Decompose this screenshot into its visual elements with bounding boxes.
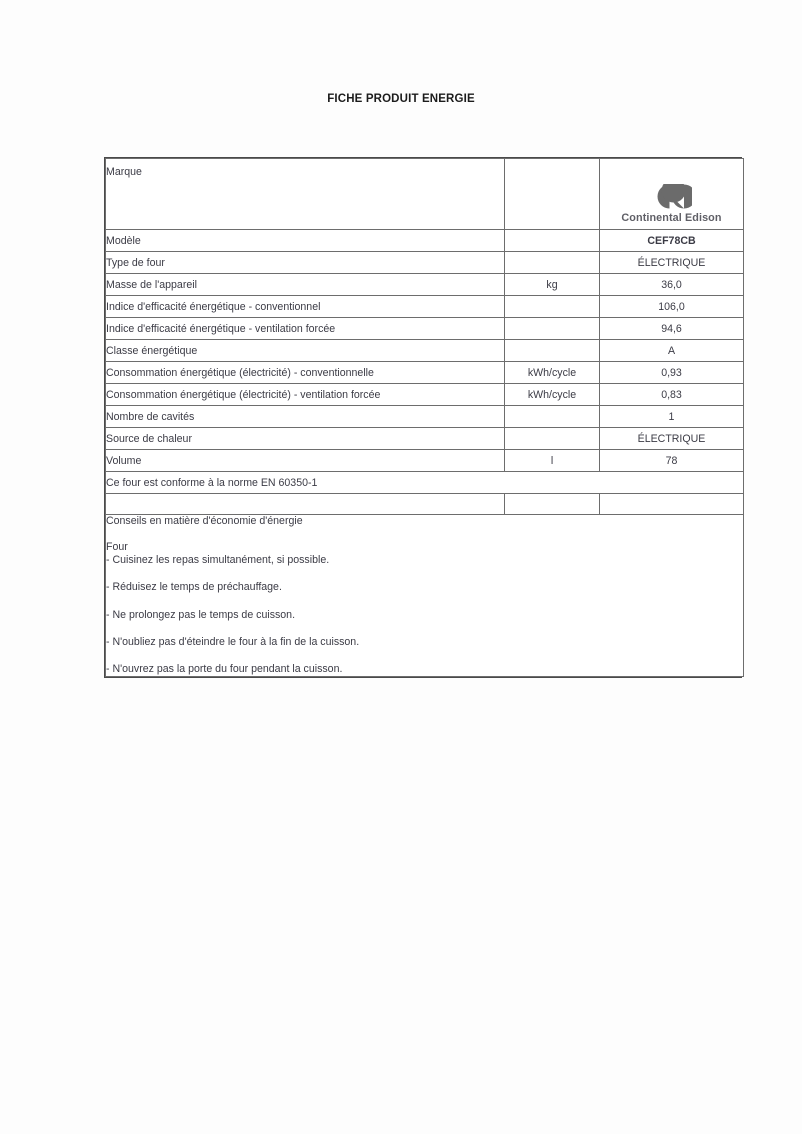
energy-product-sheet-table xyxy=(104,157,742,678)
spec-label: Indice d'efficacité énergétique - conventionnel xyxy=(106,296,505,318)
spec-unit xyxy=(505,318,600,340)
tip-item: - Réduisez le temps de préchauffage. xyxy=(106,581,282,594)
spec-label: Indice d'efficacité énergétique - ventilation forcée xyxy=(106,318,505,340)
table-row xyxy=(106,450,744,472)
table-row xyxy=(106,230,744,252)
spec-label: Type de four xyxy=(106,252,505,274)
spec-value: A xyxy=(600,340,744,362)
spec-label: Consommation énergétique (électricité) - conventionnelle xyxy=(106,362,505,384)
spec-label: Masse de l'appareil xyxy=(106,274,505,296)
table-row-brand xyxy=(106,159,744,230)
tip-item: - N'oubliez pas d'éteindre le four à la fin de la cuisson. xyxy=(106,635,360,648)
table-row xyxy=(106,318,744,340)
table-row xyxy=(106,296,744,318)
continental-edison-logo-icon xyxy=(652,184,692,209)
tips-heading: Conseils en matière d'économie d'énergie xyxy=(106,515,303,527)
spec-label: Nombre de cavités xyxy=(106,406,505,428)
spec-unit: kg xyxy=(505,274,600,296)
spec-value: CEF78CB xyxy=(600,230,744,252)
table-row xyxy=(106,252,744,274)
spec-table-body xyxy=(106,159,744,677)
energy-saving-tips-cell xyxy=(106,515,744,677)
spec-unit: l xyxy=(505,450,600,472)
spec-unit: kWh/cycle xyxy=(505,384,600,406)
spec-unit xyxy=(505,252,600,274)
brand-unit-cell xyxy=(505,159,600,230)
table-row xyxy=(106,428,744,450)
table-row xyxy=(106,406,744,428)
brand-label: Marque xyxy=(106,159,505,230)
table-row xyxy=(106,274,744,296)
spec-unit: kWh/cycle xyxy=(505,362,600,384)
spec-value: 0,93 xyxy=(600,362,744,384)
spec-label: Classe énergétique xyxy=(106,340,505,362)
brand-logo-cell xyxy=(600,159,744,230)
spec-unit xyxy=(505,340,600,362)
spec-unit xyxy=(505,428,600,450)
spec-value: 1 xyxy=(600,406,744,428)
spec-value: ÉLECTRIQUE xyxy=(600,252,744,274)
spec-table xyxy=(105,158,744,677)
spec-label: Source de chaleur xyxy=(106,428,505,450)
tip-item: - Ne prolongez pas le temps de cuisson. xyxy=(106,608,296,621)
spec-value: 36,0 xyxy=(600,274,744,296)
table-row-empty xyxy=(106,494,744,515)
empty-value-cell xyxy=(600,494,744,515)
spec-label: Volume xyxy=(106,450,505,472)
spec-value: 106,0 xyxy=(600,296,744,318)
spec-value: 0,83 xyxy=(600,384,744,406)
table-row-norm xyxy=(106,472,744,494)
table-row xyxy=(106,362,744,384)
page-title: FICHE PRODUIT ENERGIE xyxy=(327,93,475,105)
spec-label: Consommation énergétique (électricité) - ventilation forcée xyxy=(106,384,505,406)
spec-label: Modèle xyxy=(106,230,505,252)
norm-statement: Ce four est conforme à la norme EN 60350-1 xyxy=(106,472,744,494)
spec-unit xyxy=(505,230,600,252)
table-row xyxy=(106,384,744,406)
spec-value: 78 xyxy=(600,450,744,472)
table-row-tips xyxy=(106,515,744,677)
brand-logo-text: Continental Edison xyxy=(621,212,722,224)
spec-value: ÉLECTRIQUE xyxy=(600,428,744,450)
spec-value: 94,6 xyxy=(600,318,744,340)
table-row xyxy=(106,340,744,362)
spec-unit xyxy=(505,296,600,318)
tip-item: - Cuisinez les repas simultanément, si possible. xyxy=(106,554,330,567)
empty-label-cell xyxy=(106,494,505,515)
tips-subheading: Four xyxy=(106,541,128,553)
spec-unit xyxy=(505,406,600,428)
tip-item: - N'ouvrez pas la porte du four pendant la cuisson. xyxy=(106,663,343,676)
empty-unit-cell xyxy=(505,494,600,515)
